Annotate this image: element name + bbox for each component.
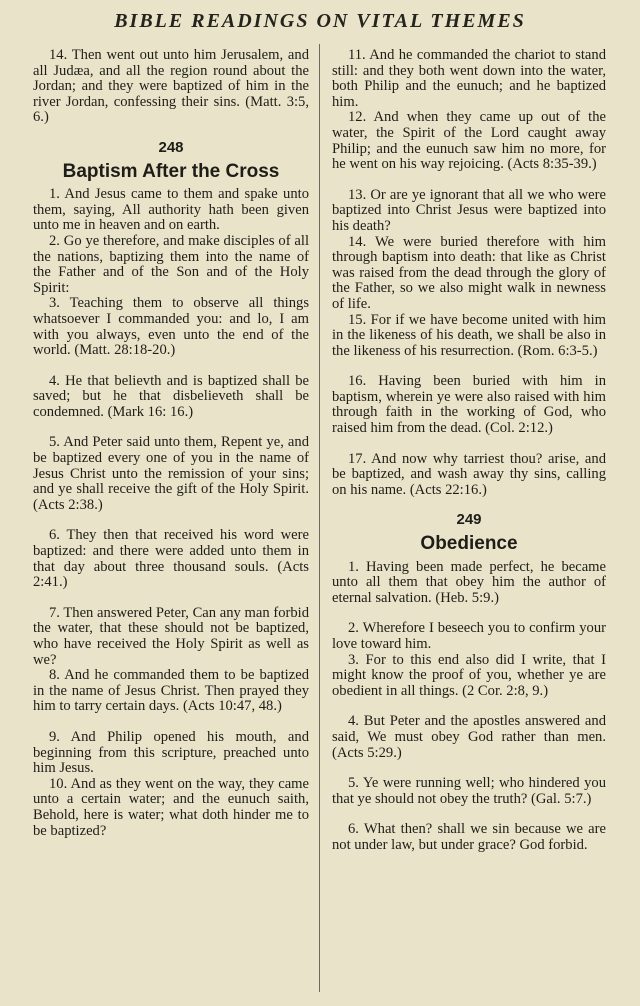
column-divider [319,44,320,992]
verse-paragraph: 4. But Peter and the apostles answered and said, We must obey God rather than men. (Acts 5:29.) [332,713,606,761]
left-column [33,48,309,839]
section-number: 249 [456,511,482,529]
verse-paragraph: 14. We were buried therefore with him through baptism into death: that like as Christ was raised from the dead through the glory of the Father, so we also might walk in newness of life. [332,233,606,312]
verse-paragraph: 2. Wherefore I beseech you to confirm your love toward him. [332,620,606,652]
section-title: Obedience [420,533,518,555]
section-number: 248 [158,138,184,156]
verse-paragraph: 14. Then went out unto him Jerusalem, and all Judæa, and all the region round about the Jordan; and they were baptized of him in the river Jordan, confessing their sins. (Matt. 3:5, 6.) [33,47,309,126]
verse-paragraph: 1. And Jesus came to them and spake unto them, saying, All authority hath been given unto me in heaven and on earth. [33,186,309,234]
verse-paragraph: 13. Or are ye ignorant that all we who were baptized into Christ Jesus were baptized into his death? [332,186,606,234]
verse-paragraph: 9. And Philip opened his mouth, and beginning from this scripture, preached unto him Jesus. [33,728,309,777]
verse-paragraph: 6. What then? shall we sin because we are not under law, but under grace? God forbid. [332,821,606,853]
verse-paragraph: 10. And as they went on the way, they came unto a certain water; and the eunuch saith, Behold, here is water; what doth hinder me to be baptized? [33,775,309,839]
verse-paragraph: 12. And when they came up out of the water, the Spirit of the Lord caught away Philip; and the eunuch saw him no more, for he went on his way rejoicing. (Acts 8:35-39.) [332,109,606,173]
verse-paragraph: 8. And he commanded them to be baptized in the name of Jesus Christ. Then prayed they him to tarry certain days. (Acts 10:47, 48.) [33,667,309,715]
verse-paragraph: 15. For if we have become united with him in the likeness of his death, we shall be also in the likeness of his resurrection. (Rom. 6:3-5.) [332,311,606,359]
verse-paragraph: 7. Then answered Peter, Can any man forbid the water, that these should not be baptized, who have received the Holy Spirit as well as we? [33,604,309,668]
verse-paragraph: 11. And he commanded the chariot to stand still: and they both went down into the water, both Philip and the eunuch; and he baptized him. [332,47,606,110]
verse-paragraph: 4. He that believth and is baptized shall be saved; but he that disbelieveth shall be condemned. (Mark 16: 16.) [33,372,309,420]
verse-paragraph: 16. Having been buried with him in baptism, wherein ye were also raised with him through faith in the working of God, who raised him from the dead. (Col. 2:12.) [332,373,606,437]
verse-paragraph: 17. And now why tarriest thou? arise, and be baptized, and wash away thy sins, calling on his name. (Acts 22:16.) [332,450,606,498]
verse-paragraph: 6. They then that received his word were baptized: and there were added unto them in that day about three thousand souls. (Acts 2:41.) [33,527,309,591]
verse-paragraph: 1. Having been made perfect, he became unto all them that obey him the author of eternal salvation. (Heb. 5:9.) [332,558,606,606]
verse-paragraph: 3. Teaching them to observe all things whatsoever I commanded you: and lo, I am with you always, even unto the end of the world. (Matt. 28:18-20.) [33,295,309,359]
right-column [332,48,606,854]
verse-paragraph: 2. Go ye therefore, and make disciples of all the nations, baptizing them into the name of the Father and of the Son and of the Holy Spirit: [33,232,309,296]
section-title: Baptism After the Cross [62,160,280,182]
verse-paragraph: 5. Ye were running well; who hindered you that ye should not obey the truth? (Gal. 5:7.) [332,775,606,807]
verse-paragraph: 5. And Peter said unto them, Repent ye, and be baptized every one of you in the name of Jesus Christ unto the remission of your sins; and ye shall receive the gift of the Holy Spirit. (Acts 2:38.) [33,434,309,513]
verse-paragraph: 3. For to this end also did I write, that I might know the proof of you, whether ye are obedient in all things. (2 Cor. 2:8, 9.) [332,651,606,699]
running-header: BIBLE READINGS ON VITAL THEMES [114,10,526,32]
